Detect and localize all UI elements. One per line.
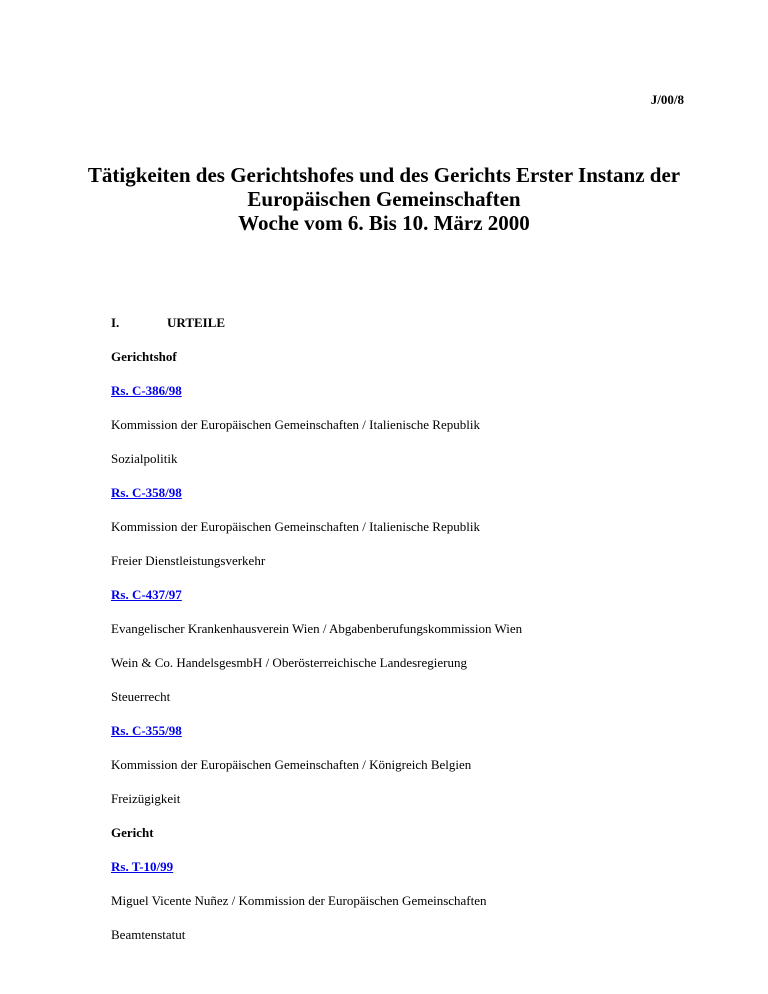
court-heading-gerichtshof: Gerichtshof (111, 349, 177, 364)
section-number: I. (111, 315, 120, 330)
page-title (0, 163, 768, 235)
case-subject: Freier Dienstleistungsverkehr (111, 553, 266, 568)
court-heading-gericht: Gericht (111, 825, 154, 840)
section-title: URTEILE (167, 315, 226, 330)
case-link[interactable]: Rs. T-10/99 (111, 859, 174, 874)
case-link[interactable]: Rs. C-386/98 (111, 383, 182, 398)
case-link[interactable]: Rs. C-355/98 (111, 723, 182, 738)
section-heading (111, 315, 711, 337)
case-parties: Kommission der Europäischen Gemeinschaften / Italienische Republik (111, 519, 480, 534)
case-parties: Kommission der Europäischen Gemeinschaften / Königreich Belgien (111, 757, 472, 772)
case-link[interactable]: Rs. C-358/98 (111, 485, 182, 500)
case-parties: Kommission der Europäischen Gemeinschaften / Italienische Republik (111, 417, 480, 432)
case-subject: Freizügigkeit (111, 791, 181, 806)
title-line-2: Europäischen Gemeinschaften (247, 187, 521, 211)
document-number: J/00/8 (650, 92, 684, 107)
case-subject: Sozialpolitik (111, 451, 178, 466)
case-subject: Beamtenstatut (111, 927, 186, 942)
case-parties: Miguel Vicente Nuñez / Kommission der Europäischen Gemeinschaften (111, 893, 487, 908)
title-line-3: Woche vom 6. Bis 10. März 2000 (238, 211, 530, 235)
case-link[interactable]: Rs. C-437/97 (111, 587, 182, 602)
judgments-section (111, 315, 711, 961)
case-parties: Evangelischer Krankenhausverein Wien / Abgabenberufungskommission Wien (111, 621, 523, 636)
case-parties: Wein & Co. HandelsgesmbH / Oberösterreichische Landesregierung (111, 655, 467, 670)
title-line-1: Tätigkeiten des Gerichtshofes und des Gerichts Erster Instanz der (87, 163, 681, 187)
case-subject: Steuerrecht (111, 689, 171, 704)
